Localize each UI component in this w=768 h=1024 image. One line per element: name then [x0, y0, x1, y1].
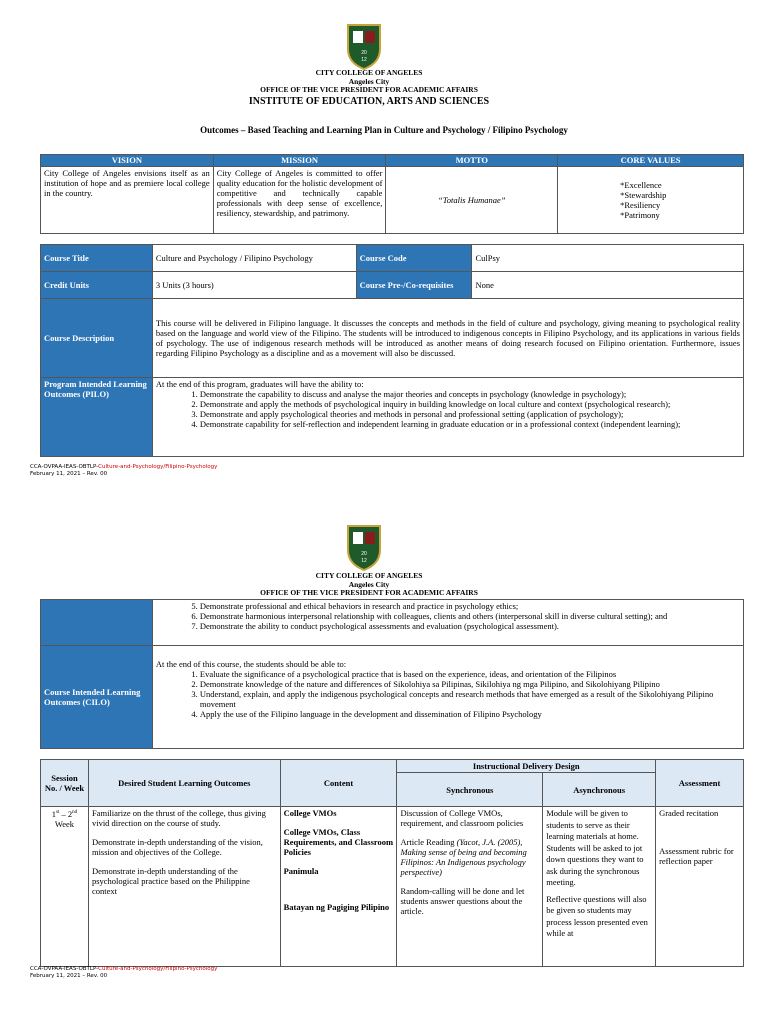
pilo-item: 5. Demonstrate professional and ethical behaviors in research and practice in psychology ethics;: [200, 601, 740, 611]
content-header: Content: [280, 760, 397, 807]
learning-plan-table: [40, 759, 744, 967]
table-row: [41, 807, 744, 967]
institute-name: INSTITUTE OF EDUCATION, ARTS AND SCIENCES: [248, 96, 490, 107]
course-info-table: [40, 244, 744, 457]
vmmc-table: [40, 154, 744, 234]
asynchronous-header: Asynchronous: [543, 773, 656, 807]
pilo-item: 7. Demonstrate the ability to conduct psychological assessments and evaluation (psychological assessment).: [200, 621, 740, 631]
course-code-value: CulPsy: [472, 245, 744, 272]
pilo-content: [152, 378, 743, 457]
cilo-item: 4. Apply the use of the Filipino language in the development and dissemination of Filipino Psychology: [200, 709, 740, 719]
core-values-list: *Excellence *Stewardship *Resiliency *Patrimony: [558, 167, 744, 234]
svg-text:20: 20: [361, 551, 367, 557]
synchronous-cell: Discussion of College VMOs, requirement, and classroom policies Article Reading (Yacot, J.A. (2005), Making sense of being and becoming Filipinos: An Indigenous psychology perspective) Random-calling will be done and let students answer questions about the article.: [397, 807, 543, 967]
vision-text: City College of Angeles envisions itself as an institution of hope and as premiere local college in the country.: [41, 167, 214, 234]
office-name: OFFICE OF THE VICE PRESIDENT FOR ACADEMIC AFFAIRS: [260, 85, 478, 94]
pilo-item: 1. Demonstrate the capability to discuss and analyse the major theories and concepts in psychology (knowledge in psychology);: [200, 389, 740, 399]
college-name: CITY COLLEGE OF ANGELES: [315, 571, 423, 580]
credit-units-label: Credit Units: [41, 272, 153, 299]
assessment-header: Assessment: [656, 760, 744, 807]
college-name: CITY COLLEGE OF ANGELES: [315, 68, 423, 77]
course-code-label: Course Code: [356, 245, 472, 272]
svg-text:20: 20: [361, 50, 367, 56]
prereq-label: Course Pre-/Co-requisites: [356, 272, 472, 299]
page-footer: CCA-OVPAA-IEAS-OBTLP-Culture-and-Psychology/Filipino-Psychology February 11, 2021 – Rev. 00: [30, 464, 218, 477]
motto-header: MOTTO: [386, 155, 558, 167]
svg-text:12: 12: [361, 558, 367, 564]
cilo-item: 1. Evaluate the significance of a psychological practice that is based on the experience, ideas, and orientation of the Filipinos: [200, 669, 740, 679]
prereq-value: None: [472, 272, 744, 299]
college-city: Angeles City: [348, 77, 390, 86]
motto-text: “Totalis Humanae”: [386, 167, 558, 234]
page-footer: CCA-OVPAA-IEAS-OBTLP-Culture-and-Psychology/Filipino-Psychology February 11, 2021 – Rev. 00: [30, 966, 218, 979]
core-values-header: CORE VALUES: [558, 155, 744, 167]
cilo-content: [152, 646, 743, 749]
college-seal-icon: [344, 21, 384, 71]
assessment-cell: Graded recitation Assessment rubric for reflection paper: [656, 807, 744, 967]
pilo-item: 3. Demonstrate and apply psychological theories and methods in personal and professional setting (application of psychology);: [200, 409, 740, 419]
pilo-intro: At the end of this program, graduates will have the ability to:: [155, 379, 364, 389]
svg-text:12: 12: [361, 57, 367, 63]
course-outcomes-table: [40, 599, 744, 749]
asynchronous-cell: Module will be given to students to serve as their learning materials at home. Students will be asked to jot down questions they want to ask during the synchronous meeting. Reflective questions will also be given so students may process lesson presented even while at: [543, 807, 656, 967]
dslo-cell: Familiarize on the thrust of the college, thus giving vivid direction on the course of study. Demonstrate in-depth understanding of the vision, mission and objectives of the College. Demonstrate in-depth understanding of the psychological practice based on the Philippine context: [88, 807, 280, 967]
mission-header: MISSION: [213, 155, 386, 167]
course-description-text: This course will be delivered in Filipino language. It discusses the concepts and methods in the field of culture and psychology, giving meaning to psychological reality based on the language and world view of the Filipino. The students will be introduced to indigenous concepts in Filipino Psychology, and its applications in various fields of psychology. The use of indigenous research methods will be introduced as another means of doing research focused on Filipino orientation. Furthermore, issues regarding Filipino Psychology as a discipline and as a movement will also be discussed.: [152, 299, 743, 378]
course-title-value: Culture and Psychology / Filipino Psychology: [152, 245, 356, 272]
vision-header: VISION: [41, 155, 214, 167]
college-seal-icon: [344, 522, 384, 572]
pilo-item: 4. Demonstrate capability for self-reflection and independent learning in graduate education or in a professional context (independent learning);: [200, 419, 740, 429]
cilo-item: 2. Demonstrate knowledge of the nature and differences of Sikolohiya sa Pilipinas, Sikilohiya ng mga Pilipino, and Sikolohiyang Pilipino: [200, 679, 740, 689]
week-cell: 1st – 2nd Week: [41, 807, 89, 967]
dslo-header: Desired Student Learning Outcomes: [88, 760, 280, 807]
content-cell: College VMOs College VMOs, Class Requirements, and Classroom Policies Panimula Batayan ng Pagiging Pilipino: [280, 807, 397, 967]
credit-units-value: 3 Units (3 hours): [152, 272, 356, 299]
office-name: OFFICE OF THE VICE PRESIDENT FOR ACADEMIC AFFAIRS: [260, 588, 478, 597]
pilo-item: 6. Demonstrate harmonious interpersonal relationship with colleagues, clients and others (interpersonal skill in diverse cultural setting); and: [200, 611, 740, 621]
delivery-design-header: Instructional Delivery Design: [397, 760, 656, 773]
mission-text: City College of Angeles is committed to offer quality education for the holistic development of competitive and technically capable professionals with deep sense of excellence, resiliency, stewardship, and patrimony.: [213, 167, 386, 234]
course-title-label: Course Title: [41, 245, 153, 272]
session-week-header: Session No. / Week: [41, 760, 89, 807]
pilo-continued: [152, 600, 743, 646]
cilo-item: 3. Understand, explain, and apply the indigenous psychological concepts and research methods that have emerged as a result of the Sikolohiyang Pilipino movement: [200, 689, 740, 709]
pilo-label: Program Intended Learning Outcomes (PILO): [41, 378, 153, 457]
course-description-label: Course Description: [41, 299, 153, 378]
cilo-label: Course Intended Learning Outcomes (CILO): [41, 646, 153, 749]
pilo-item: 2. Demonstrate and apply the methods of psychological inquiry in building knowledge on local culture and context (psychological research);: [200, 399, 740, 409]
cilo-intro: At the end of this course, the students should be able to:: [155, 659, 347, 669]
plan-title: Outcomes – Based Teaching and Learning Plan in Culture and Psychology / Filipino Psychology: [200, 125, 568, 135]
college-city: Angeles City: [348, 580, 390, 589]
synchronous-header: Synchronous: [397, 773, 543, 807]
